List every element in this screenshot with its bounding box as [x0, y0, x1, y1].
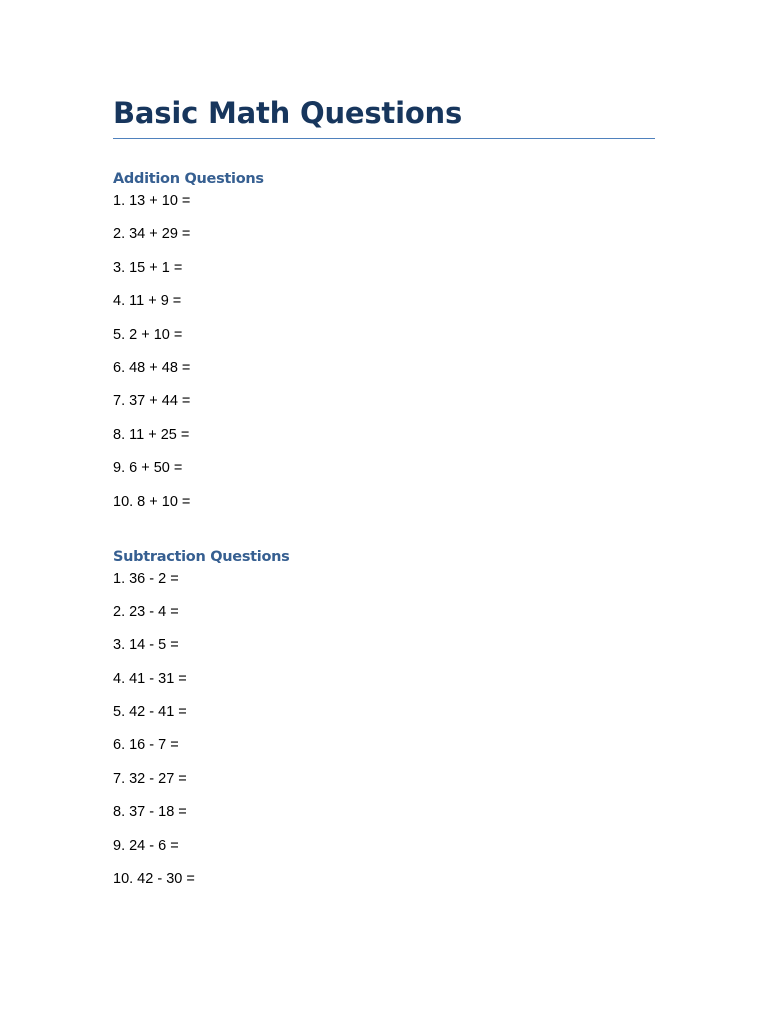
question-item: 9. 24 - 6 =: [113, 837, 179, 854]
question-item: 4. 11 + 9 =: [113, 293, 182, 310]
question-item: 5. 2 + 10 =: [113, 326, 183, 343]
question-item: 5. 42 - 41 =: [113, 704, 187, 721]
question-item: 2. 23 - 4 =: [113, 603, 179, 620]
question-item: 9. 6 + 50 =: [113, 460, 183, 477]
question-item: 10. 42 - 30 =: [113, 871, 195, 888]
document-page: [113, 92, 655, 888]
question-item: 8. 37 - 18 =: [113, 804, 187, 821]
subtraction-question-list: [113, 571, 655, 889]
question-item: 3. 15 + 1 =: [113, 259, 183, 276]
question-item: 10. 8 + 10 =: [113, 493, 191, 510]
section-heading-addition: Addition Questions: [113, 171, 264, 187]
question-item: 1. 36 - 2 =: [113, 570, 179, 587]
question-item: 7. 32 - 27 =: [113, 770, 187, 787]
addition-question-list: [113, 193, 655, 511]
question-item: 4. 41 - 31 =: [113, 670, 187, 687]
question-item: 8. 11 + 25 =: [113, 426, 190, 443]
question-item: 7. 37 + 44 =: [113, 393, 191, 410]
document-title: Basic Math Questions: [113, 92, 655, 139]
question-item: 3. 14 - 5 =: [113, 637, 179, 654]
question-item: 6. 48 + 48 =: [113, 359, 191, 376]
question-item: 6. 16 - 7 =: [113, 737, 179, 754]
question-item: 2. 34 + 29 =: [113, 226, 191, 243]
section-heading-subtraction: Subtraction Questions: [113, 548, 290, 565]
subtraction-section: [113, 547, 655, 889]
question-item: 1. 13 + 10 =: [113, 193, 191, 209]
addition-section: [113, 169, 655, 511]
